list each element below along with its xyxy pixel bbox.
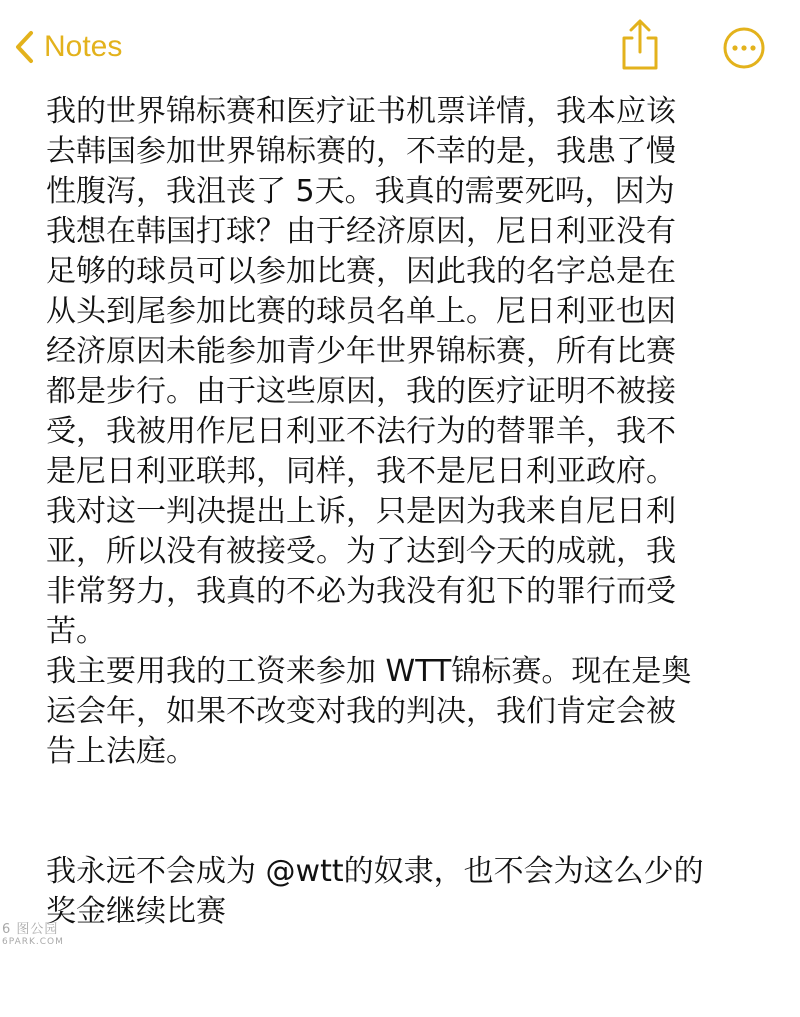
- note-body[interactable]: [46, 92, 766, 932]
- note-line: 都是步行。由于这些原因，我的医疗证明不被接: [46, 374, 676, 409]
- share-button[interactable]: [618, 18, 662, 72]
- more-icon: [722, 55, 766, 74]
- watermark: [2, 922, 94, 948]
- note-line: 从头到尾参加比赛的球员名单上。尼日利亚也因: [46, 294, 676, 329]
- note-line: 足够的球员可以参加比赛，因此我的名字总是在: [46, 254, 676, 289]
- note-line: 运会年，如果不改变对我的判决，我们肯定会被: [46, 694, 676, 729]
- note-line: 奖金继续比赛: [46, 894, 226, 929]
- note-line: [46, 772, 766, 812]
- note-line: 非常努力，我真的不必为我没有犯下的罪行而受: [46, 574, 676, 609]
- watermark-bottom: 6PARK.COM: [2, 937, 64, 947]
- note-line: 告上法庭。: [46, 734, 196, 769]
- note-line: 经济原因未能参加青少年世界锦标赛，所有比赛: [46, 334, 676, 369]
- note-line: 我永远不会成为 @wtt的奴隶，也不会为这么少的: [46, 854, 704, 889]
- note-line: 亚，所以没有被接受。为了达到今天的成就，我: [46, 534, 676, 569]
- note-line: [46, 812, 766, 852]
- watermark-top: 6 图公园: [2, 922, 59, 937]
- note-line: 是尼日利亚联邦，同样，我不是尼日利亚政府。: [46, 454, 676, 489]
- note-line: 苦。: [46, 614, 106, 649]
- more-button[interactable]: [722, 26, 766, 70]
- note-line: 受，我被用作尼日利亚不法行为的替罪羊，我不: [46, 414, 676, 449]
- back-label: Notes: [44, 30, 123, 63]
- note-line: 我对这一判决提出上诉，只是因为我来自尼日利: [46, 494, 676, 529]
- note-line: 性腹泻，我沮丧了 5天。我真的需要死吗，因为: [46, 174, 675, 209]
- nav-bar: [0, 0, 800, 92]
- chevron-left-icon: [14, 30, 34, 64]
- back-button[interactable]: [14, 24, 122, 70]
- note-line: 我想在韩国打球？由于经济原因，尼日利亚没有: [46, 214, 676, 249]
- note-line: 我的世界锦标赛和医疗证书机票详情，我本应该: [46, 94, 676, 129]
- note-line: 去韩国参加世界锦标赛的，不幸的是，我患了慢: [46, 134, 676, 169]
- share-icon: [618, 57, 662, 76]
- note-line: 我主要用我的工资来参加 WTT锦标赛。现在是奥: [46, 654, 692, 689]
